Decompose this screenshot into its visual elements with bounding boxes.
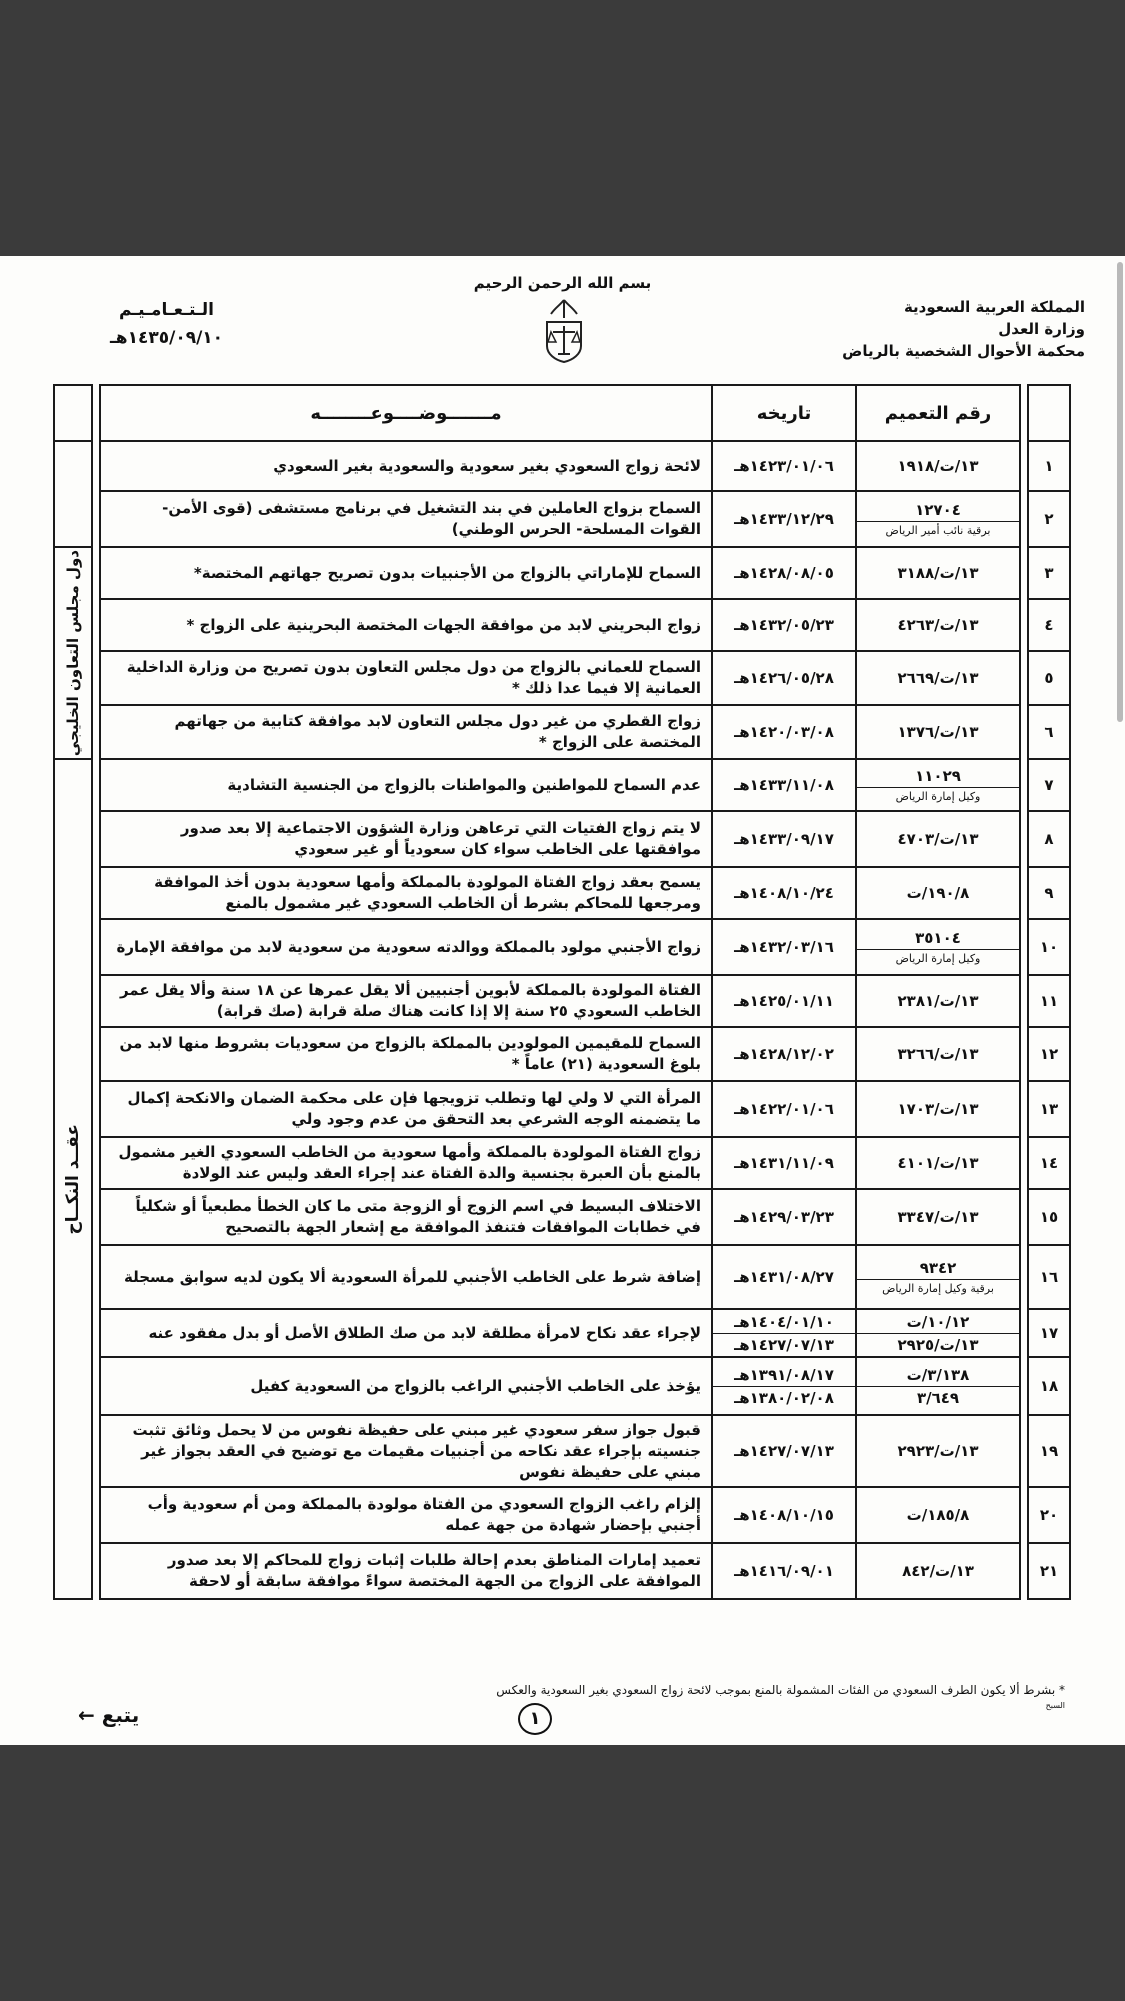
date-secondary: ١٤٢٧/٠٧/١٣هـ <box>713 1333 855 1354</box>
gap <box>1020 811 1028 867</box>
row-index: ٢١ <box>1028 1543 1070 1599</box>
circular-no-text: ١٣/ت/١٣٧٦ <box>897 723 979 741</box>
row-date <box>712 1487 856 1543</box>
date-text: ١٤٢٨/١٢/٠٢هـ <box>734 1045 834 1063</box>
row-index: ٢٠ <box>1028 1487 1070 1543</box>
circular-no-text: ١٣/ت/٢٩٢٣ <box>897 1442 979 1460</box>
circular-no-text: ١٣/ت/١٧٠٣ <box>897 1100 979 1118</box>
date-text: ١٤٢٢/٠١/٠٦هـ <box>734 1100 834 1118</box>
row-date <box>712 1081 856 1137</box>
date-text: ١٤٣٣/٠٩/١٧هـ <box>734 830 834 848</box>
gap <box>92 547 100 599</box>
circulars-table <box>53 384 1071 1600</box>
gap <box>1020 919 1028 975</box>
table-row <box>54 705 1070 759</box>
table-row <box>54 651 1070 705</box>
row-date <box>712 759 856 811</box>
gap <box>92 491 100 547</box>
row-date <box>712 975 856 1027</box>
footnote-small: السبح <box>1045 1701 1065 1710</box>
table-row <box>54 759 1070 811</box>
table-row <box>54 1415 1070 1487</box>
table-row <box>54 919 1070 975</box>
row-subject: تعميد إمارات المناطق بعدم إحالة طلبات إثبات زواج للمحاكم إلا بعد صدور الموافقة على الزواج من الجهة المختصة سواءً موافقة سابقة أو لاحقة <box>100 1543 712 1599</box>
circular-no-text: ٣٥١٠٤ <box>915 929 961 947</box>
row-index: ١٠ <box>1028 919 1070 975</box>
circular-no-text: ١٠/١٢/ت <box>906 1312 970 1331</box>
row-subject: عدم السماح للمواطنين والمواطنات بالزواج من الجنسية التشادية <box>100 759 712 811</box>
group-empty <box>54 441 92 547</box>
row-subject: زواج الأجنبي مولود بالمملكة ووالدته سعودية من سعودية لابد من موافقة الإمارة <box>100 919 712 975</box>
gap <box>92 975 100 1027</box>
table-row <box>54 1137 1070 1189</box>
date-text: ١٤٢٨/٠٨/٠٥هـ <box>734 564 834 582</box>
row-index: ١٦ <box>1028 1245 1070 1309</box>
date-text: ١٤٠٤/٠١/١٠هـ <box>734 1312 834 1331</box>
group-gcc <box>54 547 92 759</box>
gap <box>1020 599 1028 651</box>
row-index: ١٤ <box>1028 1137 1070 1189</box>
table-row <box>54 811 1070 867</box>
circular-no-text: ١٣/ت/٢٣٨١ <box>897 992 979 1010</box>
row-date <box>712 1543 856 1599</box>
date-text: ١٤٠٨/١٠/٢٤هـ <box>734 884 834 902</box>
gap <box>1020 1543 1028 1599</box>
row-circular-no <box>856 1487 1020 1543</box>
gap <box>92 599 100 651</box>
row-subject: السماح للعماني بالزواج من دول مجلس التعاون بدون تصريح من وزارة الداخلية العمانية إلا فيما عدا ذلك * <box>100 651 712 705</box>
circular-note: برقية وكيل إمارة الرياض <box>857 1279 1019 1295</box>
gap <box>1020 759 1028 811</box>
row-subject: إضافة شرط على الخاطب الأجنبي للمرأة السعودية ألا يكون لديه سوابق مسجلة <box>100 1245 712 1309</box>
row-subject: لا يتم زواج الفتيات التي ترعاهن وزارة الشؤون الاجتماعية إلا بعد صدور موافقتها على الخاطب سواء كان سعودياً أو غير سعودي <box>100 811 712 867</box>
header-circular-no: رقم التعميم <box>856 385 1020 441</box>
row-circular-no <box>856 441 1020 491</box>
row-subject: زواج القطري من غير دول مجلس التعاون لابد موافقة كتابية من جهاتهم المختصة على الزواج * <box>100 705 712 759</box>
gap <box>1020 975 1028 1027</box>
gap <box>1020 1027 1028 1081</box>
gap <box>92 1543 100 1599</box>
date-text: ١٤٣٣/١١/٠٨هـ <box>734 776 834 794</box>
document-page <box>0 256 1125 1745</box>
row-circular-no <box>856 759 1020 811</box>
row-subject: لائحة زواج السعودي بغير سعودية والسعودية بغير السعودي <box>100 441 712 491</box>
circular-no-text: ١٣/ت/٤١٠١ <box>897 1154 979 1172</box>
table-row <box>54 1543 1070 1599</box>
gap <box>1020 867 1028 919</box>
row-subject: الفتاة المولودة بالمملكة لأبوين أجنبيين ألا يقل عمرها عن ١٨ سنة وألا يقل عمر الخاطب السعودي ٢٥ سنة إلا إذا كانت هناك صلة قرابة (صك قرابة) <box>100 975 712 1027</box>
circular-no-text: ١١٠٢٩ <box>915 767 961 785</box>
row-subject: يسمح بعقد زواج الفتاة المولودة بالمملكة وأمها سعودية بدون أخذ الموافقة ومرجعها للمحاكم بشرط أن الخاطب السعودي غير مشمول بالمنع <box>100 867 712 919</box>
row-circular-no <box>856 919 1020 975</box>
row-index: ١٢ <box>1028 1027 1070 1081</box>
header-date: ١٤٣٥/٠٩/١٠هـ <box>110 328 224 348</box>
date-text: ١٤٣٣/١٢/٢٩هـ <box>734 510 834 528</box>
group-marriage <box>54 759 92 1599</box>
header-line-ministry: وزارة العدل <box>998 320 1085 338</box>
gap <box>92 1487 100 1543</box>
row-index: ٥ <box>1028 651 1070 705</box>
date-text: ١٤١٦/٠٩/٠١هـ <box>734 1562 834 1580</box>
table-row <box>54 1309 1070 1357</box>
row-circular-no <box>856 491 1020 547</box>
date-text: ١٤٢٧/٠٧/١٣هـ <box>734 1442 834 1460</box>
row-circular-no <box>856 811 1020 867</box>
row-index: ١٨ <box>1028 1357 1070 1415</box>
gap <box>1020 705 1028 759</box>
table-row <box>54 1357 1070 1415</box>
top-bar <box>0 0 1125 256</box>
circular-no-text: ١٩٠/٨/ت <box>906 884 970 902</box>
header-line-kingdom: المملكة العربية السعودية <box>903 298 1085 316</box>
table-row <box>54 1245 1070 1309</box>
row-circular-no <box>856 1137 1020 1189</box>
date-text: ١٤٢٣/٠١/٠٦هـ <box>734 457 834 475</box>
continue-label: يتبع ← <box>78 1703 140 1727</box>
gap <box>92 1415 100 1487</box>
gap <box>1020 1137 1028 1189</box>
row-subject: السماح بزواج العاملين في بند التشغيل في برنامج مستشفى (قوى الأمن- القوات المسلحة- الحرس الوطني) <box>100 491 712 547</box>
row-date <box>712 705 856 759</box>
row-subject: المرأة التي لا ولي لها وتطلب تزويجها فإن على محكمة الضمان والانكحة إكمال ما يتضمنه الوجه الشرعي بعد التحقق من عدم وجود ولي <box>100 1081 712 1137</box>
table-header-row <box>54 385 1070 441</box>
row-date <box>712 1245 856 1309</box>
gap <box>1020 385 1028 441</box>
row-index: ٩ <box>1028 867 1070 919</box>
row-index: ١ <box>1028 441 1070 491</box>
row-date <box>712 1309 856 1357</box>
row-circular-no <box>856 867 1020 919</box>
row-date <box>712 491 856 547</box>
gap <box>92 867 100 919</box>
circular-no-text: ١٣/ت/٨٤٢ <box>902 1562 974 1580</box>
row-date <box>712 867 856 919</box>
gap <box>1020 1357 1028 1415</box>
circular-no-text: ١٣/ت/٣٢٦٦ <box>897 1045 979 1063</box>
gap <box>92 385 100 441</box>
row-index: ٣ <box>1028 547 1070 599</box>
row-circular-no <box>856 1543 1020 1599</box>
row-date <box>712 651 856 705</box>
circular-no-text: ٣/١٣٨/ت <box>906 1365 970 1384</box>
row-index: ١٥ <box>1028 1189 1070 1245</box>
saudi-emblem-icon <box>525 296 603 366</box>
date-text: ١٤٢٦/٠٥/٢٨هـ <box>734 669 834 687</box>
row-date <box>712 811 856 867</box>
row-date <box>712 1027 856 1081</box>
row-subject: زواج البحريني لابد من موافقة الجهات المختصة البحرينية على الزواج * <box>100 599 712 651</box>
row-circular-no <box>856 547 1020 599</box>
gap <box>1020 1309 1028 1357</box>
header-title: الـتـعـامـيـم <box>119 300 215 320</box>
row-subject: السماح للإماراتي بالزواج من الأجنبيات بدون تصريح جهاتهم المختصة* <box>100 547 712 599</box>
row-index: ٤ <box>1028 599 1070 651</box>
row-subject: قبول جواز سفر سعودي غير مبني على حفيظة نفوس من لا يحمل وثائق تثبت جنسيته بإجراء عقد نكاحه من أجنبيات مقيمات مع توضيح في العقد بجواز غير مبني على حفيظة نفوس <box>100 1415 712 1487</box>
row-date <box>712 1415 856 1487</box>
header-date-col: تاريخه <box>712 385 856 441</box>
group-gcc-label: دول مجلس التعاون الخليجي <box>64 549 82 757</box>
basmala: بسم الله الرحمن الرحيم <box>473 274 652 292</box>
circular-no-text: ٩٣٤٢ <box>919 1259 957 1277</box>
row-index: ٢ <box>1028 491 1070 547</box>
row-circular-no <box>856 1415 1020 1487</box>
date-text: ١٣٩١/٠٨/١٧هـ <box>734 1365 834 1384</box>
header-line-court: محكمة الأحوال الشخصية بالرياض <box>842 342 1085 360</box>
gap <box>92 1081 100 1137</box>
row-subject: السماح للمقيمين المولودين بالمملكة بالزواج من سعوديات بشروط منها لابد من بلوغ السعودية (٢١) عاماً * <box>100 1027 712 1081</box>
bottom-bar <box>0 1745 1125 2001</box>
row-circular-no <box>856 1081 1020 1137</box>
circular-no-secondary: ١٣/ت/٢٩٢٥ <box>857 1333 1019 1354</box>
date-text: ١٤٢٩/٠٣/٢٣هـ <box>734 1208 834 1226</box>
gap <box>1020 1487 1028 1543</box>
row-index: ١٩ <box>1028 1415 1070 1487</box>
row-circular-no <box>856 651 1020 705</box>
date-text: ١٤٣١/١١/٠٩هـ <box>734 1154 834 1172</box>
table-row <box>54 491 1070 547</box>
gap <box>92 1027 100 1081</box>
circular-no-text: ١٣/ت/٤٧٠٣ <box>897 830 979 848</box>
row-circular-no <box>856 1245 1020 1309</box>
gap <box>92 1357 100 1415</box>
row-circular-no <box>856 975 1020 1027</box>
gap <box>1020 547 1028 599</box>
row-circular-no <box>856 1357 1020 1415</box>
circular-no-text: ١٣/ت/٤٢٦٣ <box>897 616 979 634</box>
row-circular-no <box>856 705 1020 759</box>
circular-no-text: ١٣/ت/٣١٨٨ <box>897 564 979 582</box>
footnote <box>496 1683 1065 1710</box>
date-secondary: ١٣٨٠/٠٢/٠٨هـ <box>713 1386 855 1407</box>
table-row <box>54 1189 1070 1245</box>
row-subject: الاختلاف البسيط في اسم الزوج أو الزوجة متى ما كان الخطأ مطبعياً أو شكلياً في خطابات الموافقات فتنفذ الموافقة مع إشعار الجهة بالتصحيح <box>100 1189 712 1245</box>
row-date <box>712 441 856 491</box>
date-text: ١٤٣٢/٠٥/٢٣هـ <box>734 616 834 634</box>
row-index: ٨ <box>1028 811 1070 867</box>
header-issuer <box>842 296 1085 362</box>
gap <box>1020 651 1028 705</box>
table-row <box>54 547 1070 599</box>
gap <box>1020 441 1028 491</box>
row-circular-no <box>856 1027 1020 1081</box>
date-text: ١٤٣١/٠٨/٢٧هـ <box>734 1268 834 1286</box>
gap <box>1020 1415 1028 1487</box>
circular-no-secondary: ٣/٦٤٩ <box>857 1386 1019 1407</box>
row-date <box>712 1357 856 1415</box>
row-subject: زواج الفتاة المولودة بالمملكة وأمها سعودية من الخاطب السعودي الغير مشمول بالمنع بأن العبرة بجنسية والدة الفتاة عند إجراء العقد وليس عند الولادة <box>100 1137 712 1189</box>
header-subject: مـــــــوضــــوعــــــــه <box>100 385 712 441</box>
table-row <box>54 599 1070 651</box>
row-date <box>712 599 856 651</box>
row-date <box>712 1189 856 1245</box>
gap <box>92 1309 100 1357</box>
table-row <box>54 441 1070 491</box>
row-date <box>712 1137 856 1189</box>
gap <box>92 1137 100 1189</box>
row-index: ١٧ <box>1028 1309 1070 1357</box>
circular-no-text: ١٣/ت/١٩١٨ <box>897 457 979 475</box>
table-row <box>54 975 1070 1027</box>
gap <box>92 705 100 759</box>
header-index <box>1028 385 1070 441</box>
circular-note: وكيل إمارة الرياض <box>857 949 1019 965</box>
row-date <box>712 547 856 599</box>
gap <box>1020 1245 1028 1309</box>
row-date <box>712 919 856 975</box>
gap <box>92 1245 100 1309</box>
date-text: ١٤٣٢/٠٣/١٦هـ <box>734 938 834 956</box>
gap <box>92 759 100 811</box>
gap <box>1020 1189 1028 1245</box>
date-text: ١٤٢٠/٠٣/٠٨هـ <box>734 723 834 741</box>
table-row <box>54 1487 1070 1543</box>
page-number: ١ <box>518 1703 552 1735</box>
circular-no-text: ١٣/ت/٢٦٦٩ <box>897 669 979 687</box>
gap <box>92 1189 100 1245</box>
row-index: ٧ <box>1028 759 1070 811</box>
footnote-text: * بشرط ألا يكون الطرف السعودي من الفئات المشمولة بالمنع بموجب لائحة زواج السعودي بغير السعودية والعكس <box>496 1683 1065 1697</box>
row-subject: إلزام راغب الزواج السعودي من الفتاة مولودة بالمملكة ومن أم سعودية وأب أجنبي بإحضار شهادة من جهة عمله <box>100 1487 712 1543</box>
gap <box>92 811 100 867</box>
table-row <box>54 1081 1070 1137</box>
circular-note: برقية نائب أمير الرياض <box>857 521 1019 537</box>
group-marriage-label: عقــد النكــاح <box>63 1123 83 1235</box>
circular-no-text: ١٨٥/٨/ت <box>906 1506 970 1524</box>
gap <box>1020 491 1028 547</box>
gap <box>92 919 100 975</box>
header-group <box>54 385 92 441</box>
circular-note: وكيل إمارة الرياض <box>857 787 1019 803</box>
date-text: ١٤٢٥/٠١/١١هـ <box>734 992 834 1010</box>
row-subject: يؤخذ على الخاطب الأجنبي الراغب بالزواج من السعودية كفيل <box>100 1357 712 1415</box>
gap <box>92 651 100 705</box>
table-body <box>54 441 1070 1599</box>
header-circulars <box>110 296 223 352</box>
row-index: ٦ <box>1028 705 1070 759</box>
table-row <box>54 1027 1070 1081</box>
circular-no-text: ١٢٧٠٤ <box>915 501 961 519</box>
row-index: ١٣ <box>1028 1081 1070 1137</box>
row-circular-no <box>856 1309 1020 1357</box>
row-circular-no <box>856 1189 1020 1245</box>
gap <box>92 441 100 491</box>
gap <box>1020 1081 1028 1137</box>
scrollbar-thumb[interactable] <box>1117 262 1123 722</box>
row-index: ١١ <box>1028 975 1070 1027</box>
circular-no-text: ١٣/ت/٣٣٤٧ <box>897 1208 979 1226</box>
row-circular-no <box>856 599 1020 651</box>
row-subject: لإجراء عقد نكاح لامرأة مطلقة لابد من صك الطلاق الأصل أو بدل مفقود عنه <box>100 1309 712 1357</box>
table-row <box>54 867 1070 919</box>
date-text: ١٤٠٨/١٠/١٥هـ <box>734 1506 834 1524</box>
